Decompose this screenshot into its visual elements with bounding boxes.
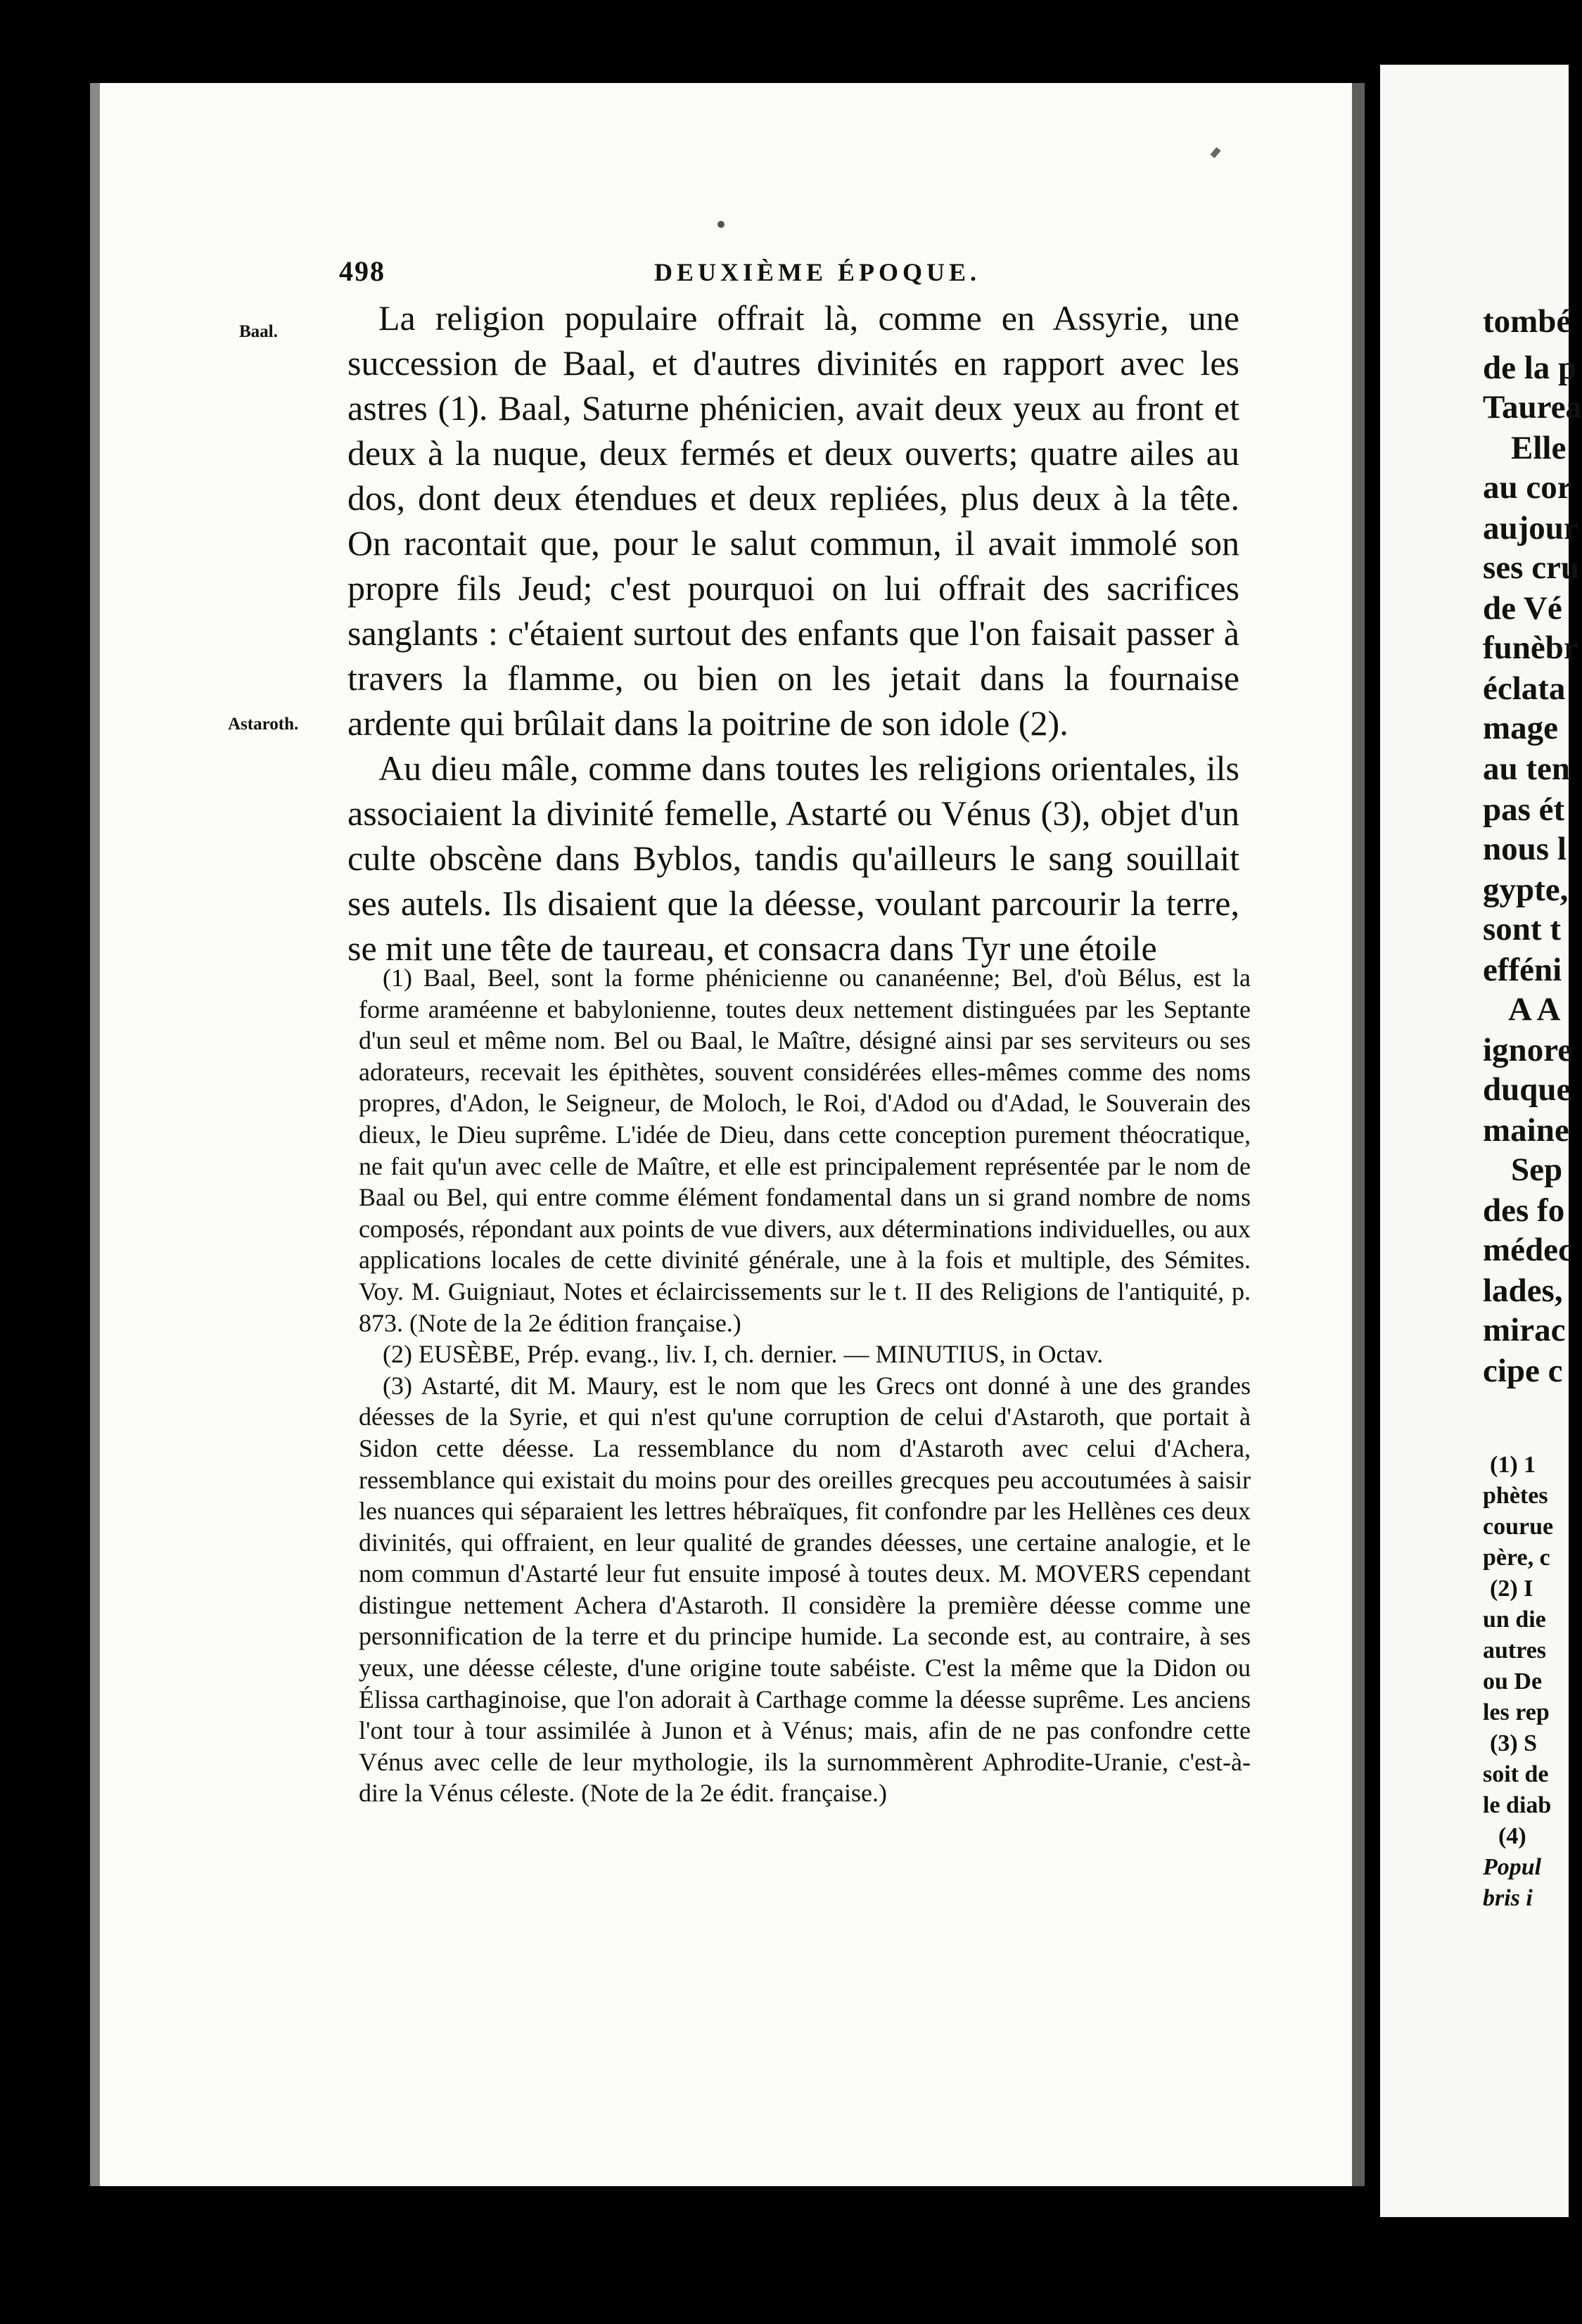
right-page-line: de la p xyxy=(1483,350,1577,386)
right-page-line: de Vé xyxy=(1483,590,1562,627)
right-page-line: duque xyxy=(1483,1071,1571,1108)
page-header xyxy=(339,255,1239,297)
running-title: DEUXIÈME ÉPOQUE. xyxy=(654,258,981,286)
right-page-line: médec xyxy=(1483,1232,1573,1268)
right-page-line: sont t xyxy=(1483,911,1561,947)
right-page-note-line: père, c xyxy=(1483,1545,1550,1571)
right-page-line: au ten xyxy=(1483,751,1571,787)
right-page-note-line: un die xyxy=(1483,1607,1546,1633)
right-page-note-line: (2) I xyxy=(1490,1576,1533,1602)
main-text xyxy=(347,295,1239,971)
margin-note-astaroth: Astaroth. xyxy=(228,715,299,734)
right-page-line: nous l xyxy=(1483,831,1567,867)
right-page-note-line: (1) 1 xyxy=(1490,1452,1536,1478)
right-page-line: éclata xyxy=(1483,670,1566,707)
right-page-note-line: les rep xyxy=(1483,1699,1550,1725)
right-page-line: lades, xyxy=(1483,1272,1563,1309)
margin-note-baal: Baal. xyxy=(239,322,278,341)
right-page-note-line: Popul xyxy=(1483,1854,1542,1880)
right-page-line: Taurea xyxy=(1483,389,1582,426)
right-page-note-line: soit de xyxy=(1483,1761,1549,1787)
paragraph: Au dieu mâle, comme dans toutes les religions orientales, ils associaient la divinité femelle, Astarté ou Vénus (3), objet d'un culte obscène dans Byblos, tandis qu'ailleurs le sang souillait ses autels. Ils disaient que la déesse, voulant parcourir la terre, se mit une tête de taureau, et consacra dans Tyr une étoile xyxy=(347,748,1239,968)
right-page-line: aujour xyxy=(1483,510,1578,547)
footnote-2: (2) EUSÈBE, Prép. evang., liv. I, ch. dernier. — MINUTIUS, in Octav. xyxy=(383,1340,1104,1369)
right-page-note-line: (4) xyxy=(1498,1823,1526,1849)
right-page-line: gypte, xyxy=(1483,872,1569,908)
right-page-note-line: courue xyxy=(1483,1514,1554,1540)
footnotes xyxy=(359,962,1251,1809)
right-page-line: Elle xyxy=(1511,430,1567,466)
right-page-line: maine xyxy=(1483,1112,1569,1149)
right-page-line: cipe c xyxy=(1483,1353,1563,1389)
right-page-note-line: phètes xyxy=(1483,1483,1548,1509)
right-page-line: efféni xyxy=(1483,952,1562,988)
right-page-note-line: autres xyxy=(1483,1637,1547,1664)
right-page-note-line: bris i xyxy=(1483,1885,1533,1911)
right-page-line: Sep xyxy=(1511,1151,1563,1188)
right-page-line: mage xyxy=(1483,710,1559,746)
right-page-line: tombé xyxy=(1483,303,1571,340)
right-page-line: funèbr xyxy=(1483,630,1578,666)
right-page-note-line: ou De xyxy=(1483,1668,1543,1694)
right-page-line: mirac xyxy=(1483,1312,1566,1348)
right-page-line: A A xyxy=(1508,991,1561,1028)
right-page-line: pas ét xyxy=(1483,791,1565,828)
right-page-note-line: le diab xyxy=(1483,1792,1552,1818)
paragraph: La religion populaire offrait là, comme en Assyrie, une succession de Baal, et d'autres divinités en rapport avec les astres (1). Baal, Saturne phénicien, avait deux yeux au front et deux à la nuque, deux fermés et deux ouverts; quatre ailes au dos, dont deux étendues et deux repliées, plus deux à la tête. On racontait que, pour le salut commun, il avait immolé son propre fils Jeud; c'est pourquoi on lui offrait des sacrifices sanglants : c'étaient surtout des enfants que l'on faisait passer à travers la flamme, ou bien on les jetait dans la fournaise ardente qui brûlait dans la poitrine de son idole (2). xyxy=(347,298,1239,743)
footnote-1: (1) Baal, Beel, sont la forme phénicienne ou cananéenne; Bel, d'où Bélus, est la forme araméenne et babylonienne, toutes deux nettement distinguées par les Septante d'un seul et même nom. Bel ou Baal, le Maître, désigné ainsi par ses serviteurs ou ses adorateurs, recevait les épithètes, souvent considérées elles-mêmes comme des noms propres, d'Adon, le Seigneur, de Moloch, le Roi, d'Adod ou d'Adad, le Souverain des dieux, le Dieu suprême. L'idée de Dieu, dans cette conception purement théocratique, ne fait qu'un avec celle de Maître, et elle est principalement représentée par le nom de Baal ou Bel, qui entre comme élément fondamental dans un si grand nombre de noms composés, répondant aux points de vue divers, aux déterminations individuelles, ou aux applications locales de cette divinité générale, une à la fois et multiple, des Sémites. Voy. M. Guigniaut, Notes et éclaircissements sur le t. II des Religions de l'antiquité, p. 873. (Note de la 2e édition française.) xyxy=(359,964,1251,1337)
page-number: 498 xyxy=(339,255,385,287)
ink-speck xyxy=(717,221,725,228)
right-page-line: ses cru xyxy=(1483,549,1580,586)
right-page-line: ignore xyxy=(1483,1032,1573,1068)
right-page-note-line: (3) S xyxy=(1490,1730,1538,1756)
footnote-3: (3) Astarté, dit M. Maury, est le nom que les Grecs ont donné à une des grandes déesses de la Syrie, et qui n'est qu'une corruption de celui d'Astaroth, que portait à Sidon cette déesse. La ressemblance du nom d'Astaroth avec celui d'Achera, ressemblance qui existait du moins pour des oreilles grecques peu accoutumées à saisir les nuances qui séparaient les lettres hébraïques, fit confondre par les Hellènes ces deux divinités, qui offraient, en leur qualité de grandes déesses, une certaine analogie, et le nom commun d'Astarté leur fut ensuite imposé à toutes deux. M. MOVERS cependant distingue nettement Achera d'Astaroth. Il considère la première déesse comme une personnification de la terre et du principe humide. La seconde est, au contraire, à ses yeux, une déesse céleste, d'une origine toute sabéiste. C'est la même que la Didon ou Élissa carthaginoise, que l'on adorait à Carthage comme la déesse suprême. Les anciens l'ont tour à tour assimilée à Junon et à Vénus; mais, afin de ne pas confondre cette Vénus avec celle de leur mythologie, ils la surnommèrent Aphrodite-Uranie, c'est-à-dire la Vénus céleste. (Note de la 2e édit. française.) xyxy=(359,1371,1251,1808)
right-page-line: au cor xyxy=(1483,469,1572,506)
right-page-line: des fo xyxy=(1483,1192,1565,1229)
